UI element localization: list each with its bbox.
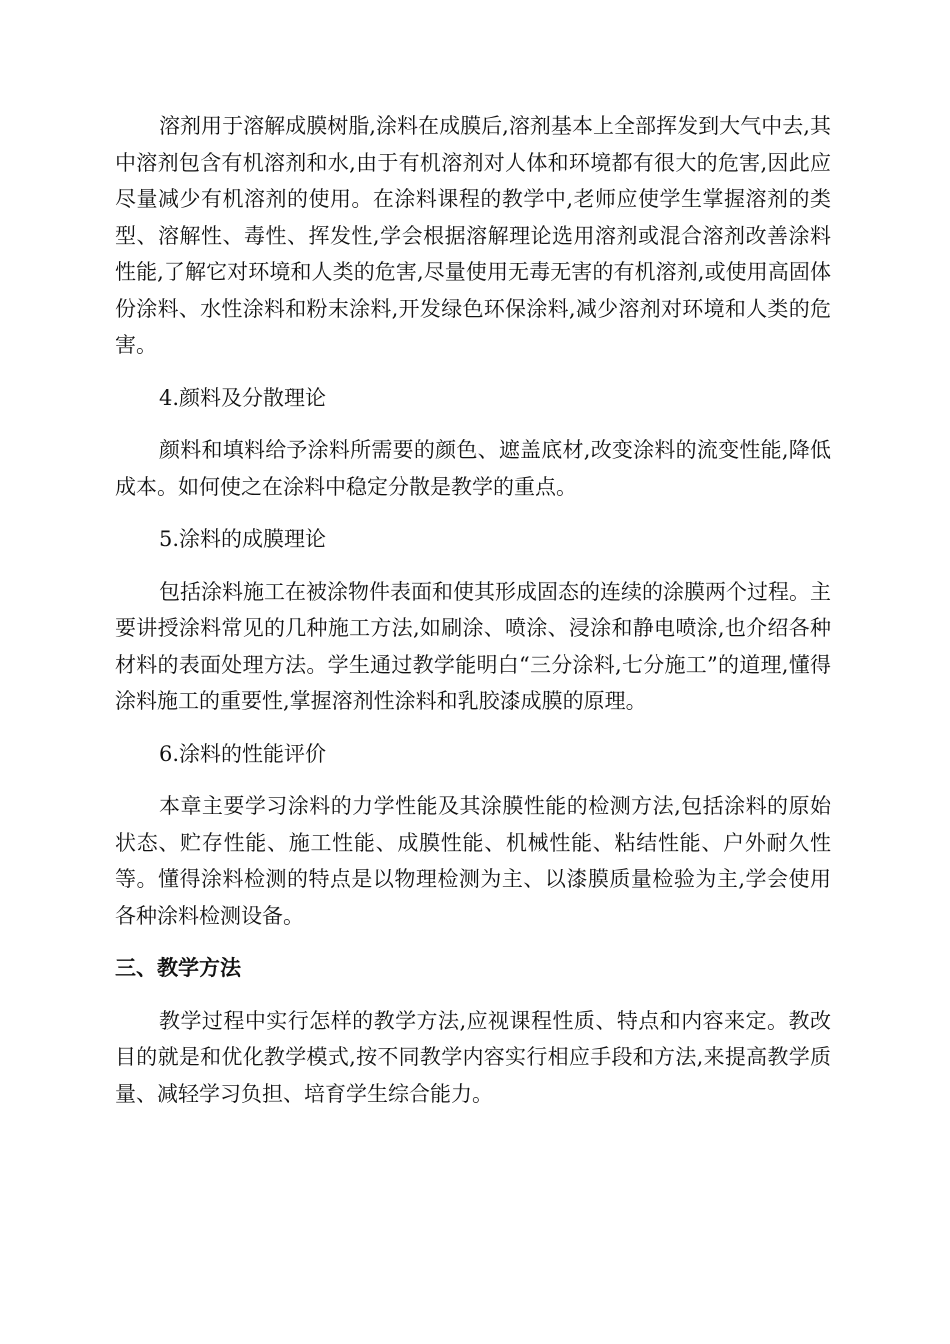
subheading-performance-evaluation: 6.涂料的性能评价 (159, 741, 327, 766)
document-body (115, 108, 831, 1128)
paragraph-evaluation: 本章主要学习涂料的力学性能及其涂膜性能的检测方法,包括涂料的原始状态、贮存性能、施工性能、成膜性能、机械性能、粘结性能、户外耐久性等。懂得涂料检测的特点是以物理检测为主、以漆膜质量检验为主,学会使用各种涂料检测设备。 (115, 794, 831, 928)
paragraph-solvent: 溶剂用于溶解成膜树脂,涂料在成膜后,溶剂基本上全部挥发到大气中去,其中溶剂包含有机溶剂和水,由于有机溶剂对人体和环境都有很大的危害,因此应尽量减少有机溶剂的使用。在涂料课程的教学中,老师应使学生掌握溶剂的类型、溶解性、毒性、挥发性,学会根据溶解理论选用溶剂或混合溶剂改善涂料性能,了解它对环境和人类的危害,尽量使用无毒无害的有机溶剂,或使用高固体份涂料、水性涂料和粉末涂料,开发绿色环保涂料,减少溶剂对环境和人类的危害。 (115, 114, 831, 357)
section-heading-teaching-method: 三、教学方法 (115, 956, 241, 980)
subheading-pigment-dispersion: 4.颜料及分散理论 (159, 385, 327, 410)
paragraph-teaching-method: 教学过程中实行怎样的教学方法,应视课程性质、特点和内容来定。教改目的就是和优化教学模式,按不同教学内容实行相应手段和方法,来提高教学质量、减轻学习负担、培育学生综合能力。 (115, 1008, 831, 1106)
paragraph-film-forming: 包括涂料施工在被涂物件表面和使其形成固态的连续的涂膜两个过程。主要讲授涂料常见的几种施工方法,如刷涂、喷涂、浸涂和静电喷涂,也介绍各种材料的表面处理方法。学生通过教学能明白“三分涂料,七分施工”的道理,懂得涂料施工的重要性,掌握溶剂性涂料和乳胶漆成膜的原理。 (115, 579, 831, 713)
paragraph-pigment: 颜料和填料给予涂料所需要的颜色、遮盖底材,改变涂料的流变性能,降低成本。如何使之在涂料中稳定分散是教学的重点。 (115, 438, 831, 499)
subheading-film-forming: 5.涂料的成膜理论 (159, 527, 327, 551)
